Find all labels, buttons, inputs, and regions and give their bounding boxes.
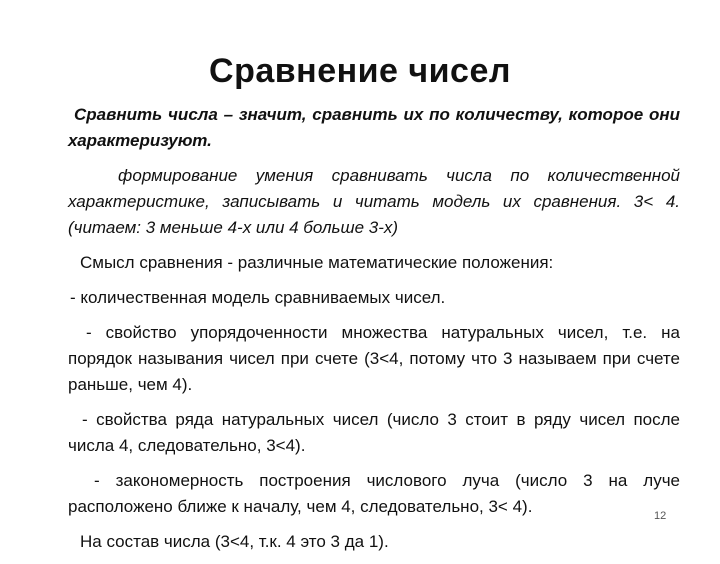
- slide-body: [68, 102, 680, 564]
- list-item: - количественная модель сравниваемых чисел.: [70, 288, 446, 307]
- goal-paragraph: формирование умения сравнивать числа по количественной характеристике, записывать и читать модель их сравнения. 3< 4. (читаем: 3 меньше 4-х или 4 больше 3-х): [68, 166, 680, 237]
- definition-paragraph: Сравнить числа – значит, сравнить их по количеству, которое они характеризуют.: [68, 105, 680, 150]
- list-item: На состав числа (3<4, т.к. 4 это 3 да 1).: [80, 532, 389, 551]
- list-item: - закономерность построения числового луча (число 3 на луче расположено ближе к началу, чем 4, следовательно, 3< 4).: [68, 471, 680, 516]
- page-number: 12: [654, 510, 667, 522]
- list-item: - свойства ряда натуральных чисел (число 3 стоит в ряду чисел после числа 4, следовательно, 3<4).: [68, 410, 680, 455]
- slide-title: Сравнение чисел: [209, 52, 511, 90]
- list-item: - свойство упорядоченности множества натуральных чисел, т.е. на порядок называния чисел при счете (3<4, потому что 3 называем при счете раньше, чем 4).: [68, 323, 680, 394]
- meaning-heading: Смысл сравнения - различные математические положения:: [80, 253, 554, 272]
